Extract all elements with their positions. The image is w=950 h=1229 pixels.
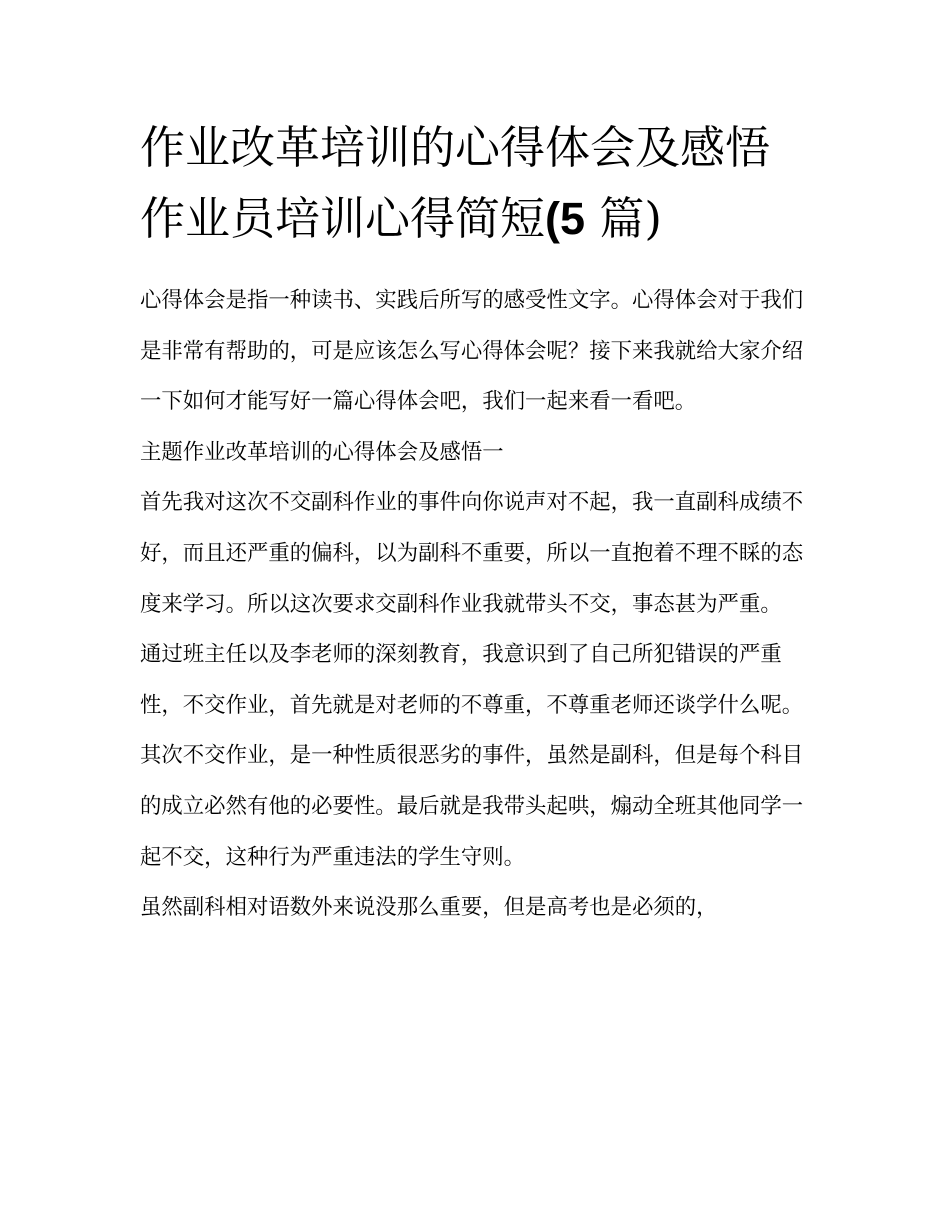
body-paragraph: 通过班主任以及李老师的深刻教育，我意识到了自己所犯错误的严重性，不交作业，首先就是对老师的不尊重，不尊重老师还谈学什么呢。其次不交作业，是一种性质很恶劣的事件，虽然是副科，但是每个科目的成立必然有他的必要性。最后就是我带头起哄，煽动全班其他同学一起不交，这种行为严重违法的学生守则。 — [140, 642, 804, 870]
intro-paragraph: 心得体会是指一种读书、实践后所写的感受性文字。心得体会对于我们是非常有帮助的，可是应该怎么写心得体会呢？接下来我就给大家介绍一下如何才能写好一篇心得体会吧，我们一起来看一看吧。 — [140, 288, 804, 415]
title-suffix: 篇) — [585, 192, 662, 245]
document-title — [140, 112, 820, 254]
body-paragraph: 虽然副科相对语数外来说没那么重要，但是高考也是必须的， — [140, 895, 718, 921]
body-paragraph: 首先我对这次不交副科作业的事件向你说声对不起，我一直副科成绩不好，而且还严重的偏科，以为副科不重要，所以一直抱着不理不睬的态度来学习。所以这次要求交副科作业我就带头不交，事态甚为严重。 — [140, 490, 804, 617]
document-body — [140, 276, 820, 934]
title-count: (5 — [545, 193, 586, 244]
section-heading: 主题作业改革培训的心得体会及感悟一 — [140, 439, 504, 465]
title-text: 作业改革培训的心得体会及感悟 作业员培训心得简短 — [140, 121, 771, 245]
